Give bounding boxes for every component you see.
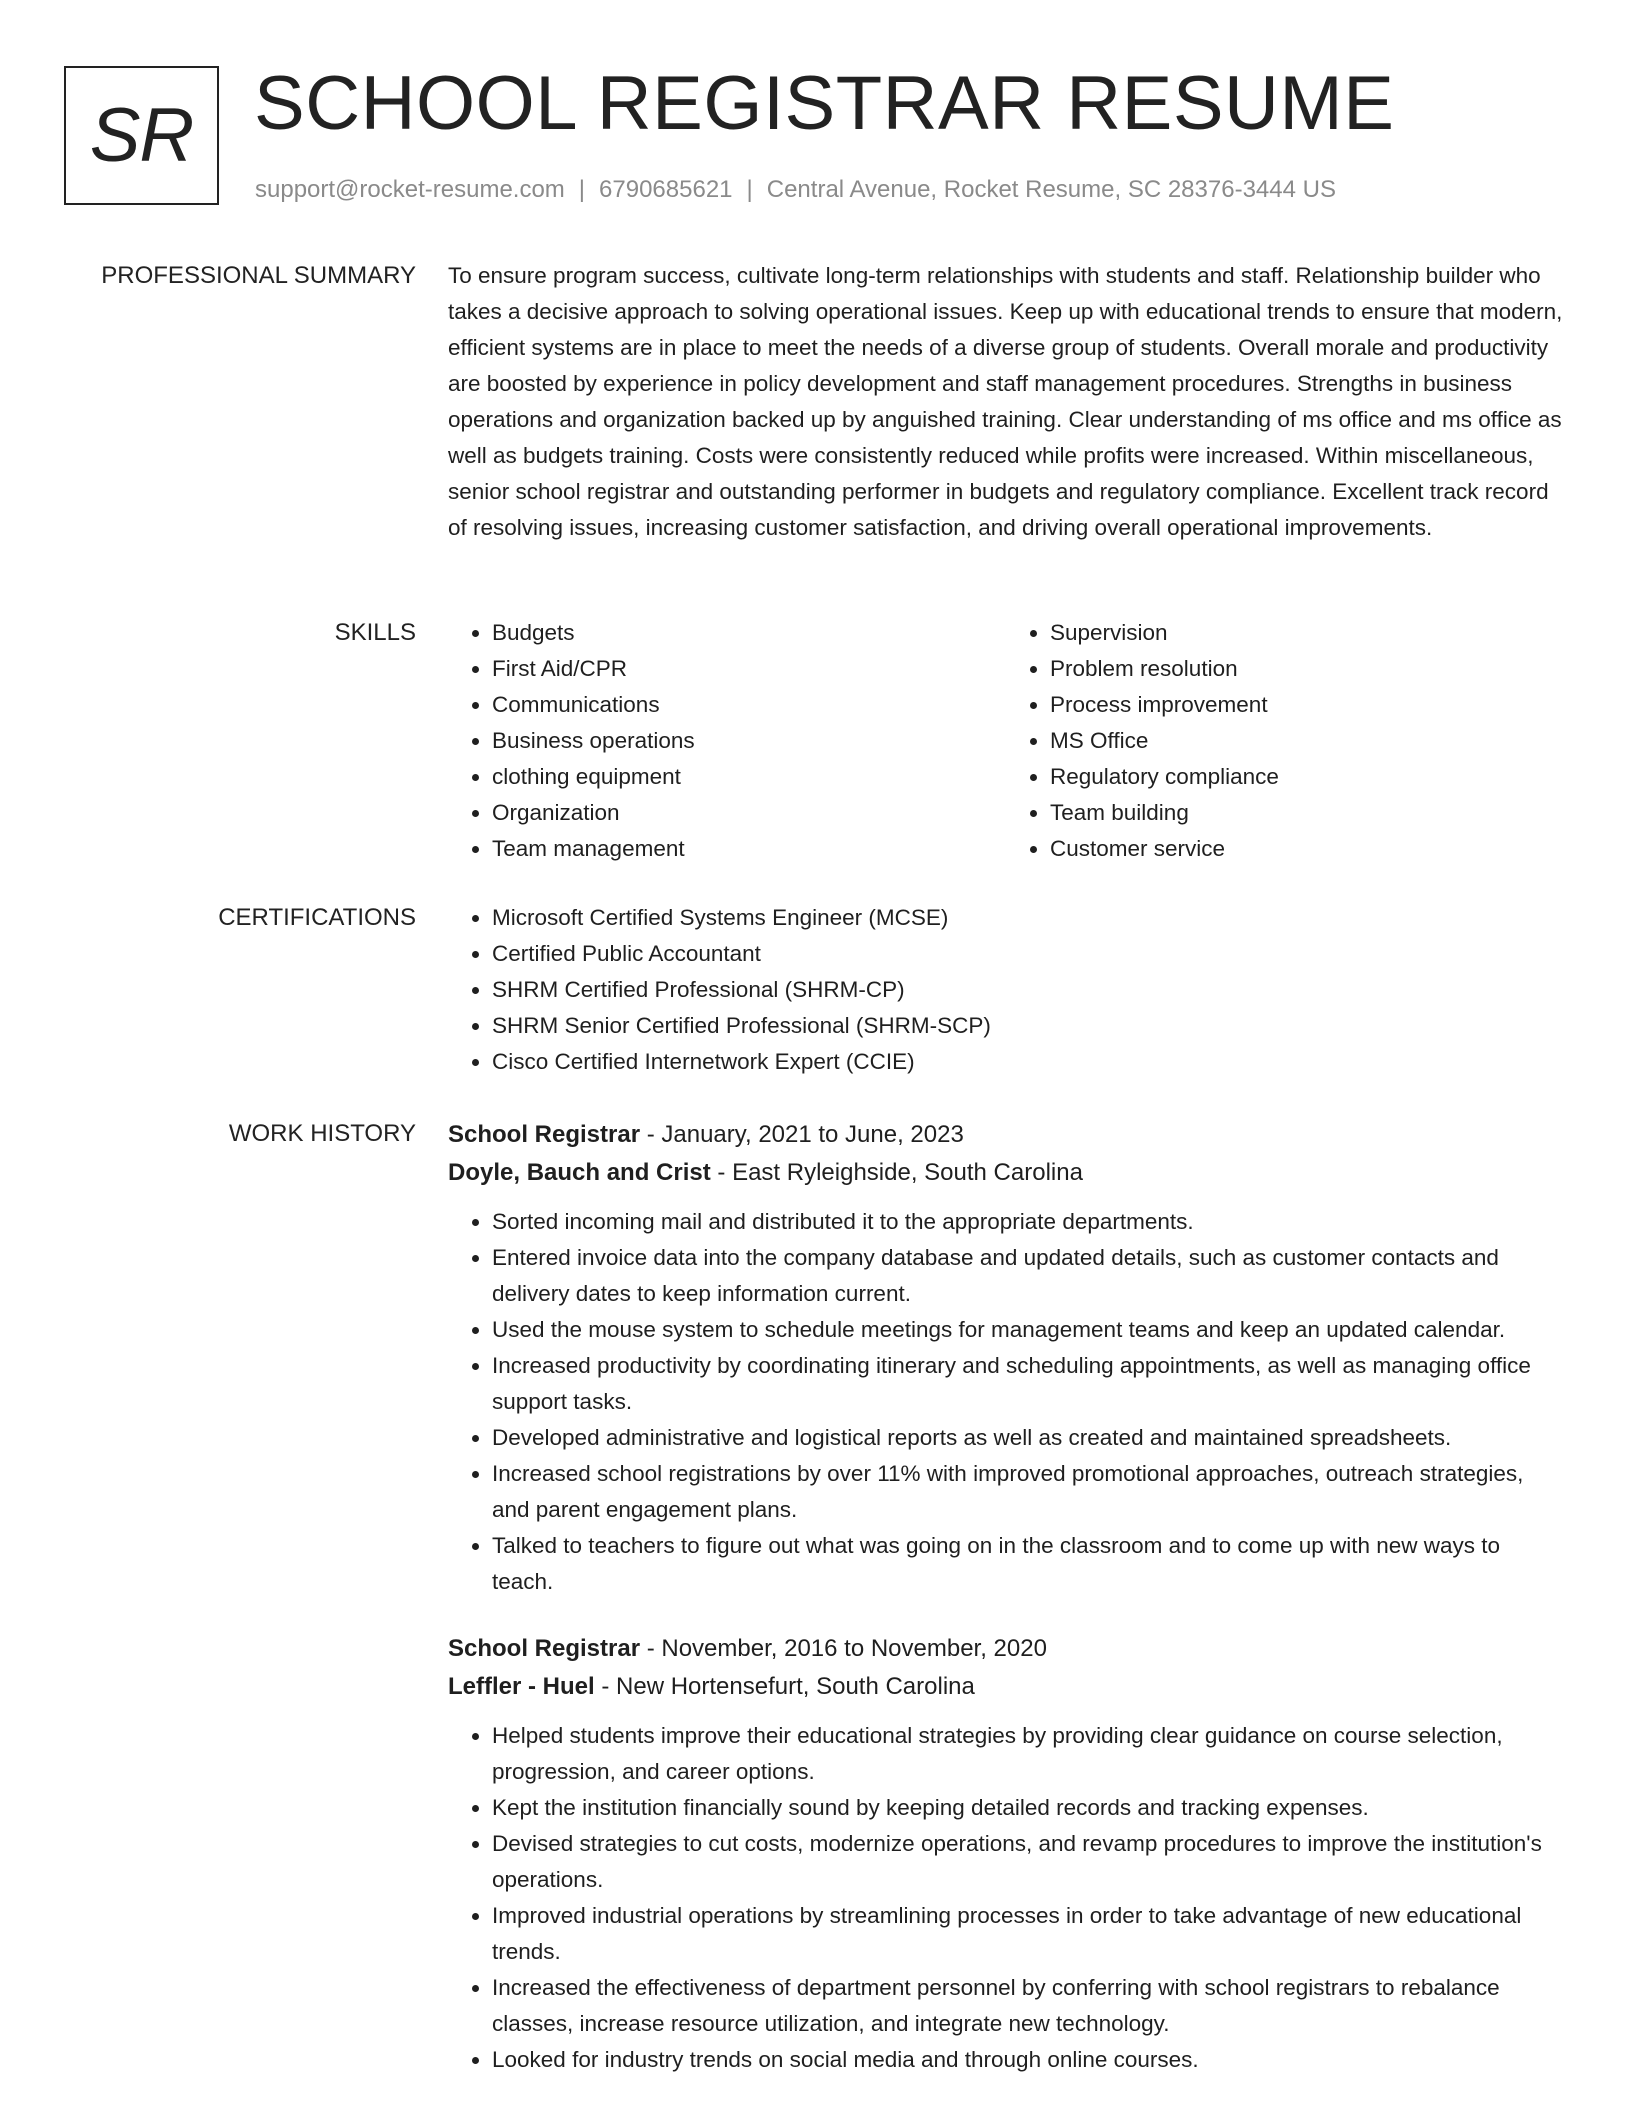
certifications-list xyxy=(448,900,1564,1080)
certification-item: • Cisco Certified Internetwork Expert (CCIE) xyxy=(492,1044,1564,1080)
certification-item: • Microsoft Certified Systems Engineer (MCSE) xyxy=(492,900,1564,936)
certifications-body xyxy=(448,900,1564,1080)
skill-item: • Problem resolution xyxy=(1050,651,1564,687)
skill-item: • First Aid/CPR xyxy=(492,651,1006,687)
job-company-line xyxy=(448,1668,1564,1706)
job-bullet: • Improved industrial operations by streamlining processes in order to take advantage of new educational trends. xyxy=(492,1898,1564,1970)
job-title-line xyxy=(448,1116,1564,1154)
job-bullet: • Increased productivity by coordinating itinerary and scheduling appointments, as well as managing office support tasks. xyxy=(492,1348,1564,1420)
skills-heading: SKILLS xyxy=(334,619,416,646)
job-bullet: • Kept the institution financially sound by keeping detailed records and tracking expenses. xyxy=(492,1790,1564,1826)
skill-item: • Process improvement xyxy=(1050,687,1564,723)
summary-text: To ensure program success, cultivate long-term relationships with students and staff. Relationship builder who takes a decisive approach to solving operational issues. Keep up with educational trends to ensure that modern, efficient systems are in place to meet the needs of a diverse group of students. Overall morale and productivity are boosted by experience in policy development and staff management procedures. Strengths in business operations and organization backed up by anguished training. Clear understanding of ms office and ms office as well as budgets training. Costs were consistently reduced while profits were increased. Within miscellaneous, senior school registrar and outstanding performer in budgets and regulatory compliance. Excellent track record of resolving issues, increasing customer satisfaction, and driving overall operational improvements. xyxy=(448,263,1563,540)
job-role: School Registrar xyxy=(448,1635,641,1662)
skill-item: • Supervision xyxy=(1050,615,1564,651)
job-role: School Registrar xyxy=(448,1121,641,1148)
job-company: Doyle, Bauch and Crist xyxy=(448,1159,711,1186)
job-entry xyxy=(448,1116,1564,1600)
summary-body xyxy=(448,258,1564,546)
skill-item: • clothing equipment xyxy=(492,759,1006,795)
job-bullet: • Increased school registrations by over 11% with improved promotional approaches, outreach strategies, and parent engagement plans. xyxy=(492,1456,1564,1528)
skill-item: • Customer service xyxy=(1050,831,1564,867)
skills-body xyxy=(448,615,1564,867)
job-bullet: • Helped students improve their educational strategies by providing clear guidance on course selection, progression, and career options. xyxy=(492,1718,1564,1790)
skill-item: • MS Office xyxy=(1050,723,1564,759)
skill-item: • Team building xyxy=(1050,795,1564,831)
skills-list-left xyxy=(448,615,1006,867)
job-dates: - January, 2021 to June, 2023 xyxy=(640,1121,964,1148)
job-bullet: • Used the mouse system to schedule meetings for management teams and keep an updated calendar. xyxy=(492,1312,1564,1348)
job-bullet: • Sorted incoming mail and distributed it to the appropriate departments. xyxy=(492,1204,1564,1240)
contact-separator: | xyxy=(746,176,753,203)
job-bullet: • Entered invoice data into the company database and updated details, such as customer contacts and delivery dates to keep information current. xyxy=(492,1240,1564,1312)
job-title-line xyxy=(448,1630,1564,1668)
job-dates: - November, 2016 to November, 2020 xyxy=(640,1635,1047,1662)
job-bullet: • Devised strategies to cut costs, modernize operations, and revamp procedures to improve the institution's operations. xyxy=(492,1826,1564,1898)
skill-item: • Organization xyxy=(492,795,1006,831)
skill-item: • Budgets xyxy=(492,615,1006,651)
job-location: - New Hortensefurt, South Carolina xyxy=(594,1673,975,1700)
contact-line xyxy=(255,174,1336,206)
job-bullets xyxy=(448,1204,1564,1600)
job-bullet: • Talked to teachers to figure out what was going on in the classroom and to come up with new ways to teach. xyxy=(492,1528,1564,1600)
job-company: Leffler - Huel xyxy=(448,1673,595,1700)
contact-separator: | xyxy=(578,176,586,203)
skill-item: • Communications xyxy=(492,687,1006,723)
work-history-heading: WORK HISTORY xyxy=(228,1120,416,1147)
skill-item: • Team management xyxy=(492,831,1006,867)
page-title: SCHOOL REGISTRAR RESUME xyxy=(254,61,1395,146)
certifications-heading: CERTIFICATIONS xyxy=(218,904,416,931)
work-history-body xyxy=(448,1116,1564,2078)
certification-item: • SHRM Certified Professional (SHRM-CP) xyxy=(492,972,1564,1008)
contact-email: support@rocket-resume.com xyxy=(255,176,565,203)
job-bullet: • Looked for industry trends on social media and through online courses. xyxy=(492,2042,1564,2078)
skill-item: • Regulatory compliance xyxy=(1050,759,1564,795)
job-company-line xyxy=(448,1154,1564,1192)
job-bullet: • Increased the effectiveness of department personnel by conferring with school registrars to rebalance classes, increase resource utilization, and integrate new technology. xyxy=(492,1970,1564,2042)
monogram-badge: SR xyxy=(64,66,219,205)
summary-heading: PROFESSIONAL SUMMARY xyxy=(101,262,416,289)
skills-list-right xyxy=(1006,615,1564,867)
job-bullets xyxy=(448,1718,1564,2078)
contact-phone: 6790685621 xyxy=(599,176,733,203)
job-bullet: • Developed administrative and logistical reports as well as created and maintained spreadsheets. xyxy=(492,1420,1564,1456)
job-entry xyxy=(448,1630,1564,2078)
contact-address: Central Avenue, Rocket Resume, SC 28376-3444 US xyxy=(766,176,1336,203)
certification-item: • Certified Public Accountant xyxy=(492,936,1564,972)
skill-item: • Business operations xyxy=(492,723,1006,759)
certification-item: • SHRM Senior Certified Professional (SHRM-SCP) xyxy=(492,1008,1564,1044)
job-location: - East Ryleighside, South Carolina xyxy=(710,1159,1083,1186)
